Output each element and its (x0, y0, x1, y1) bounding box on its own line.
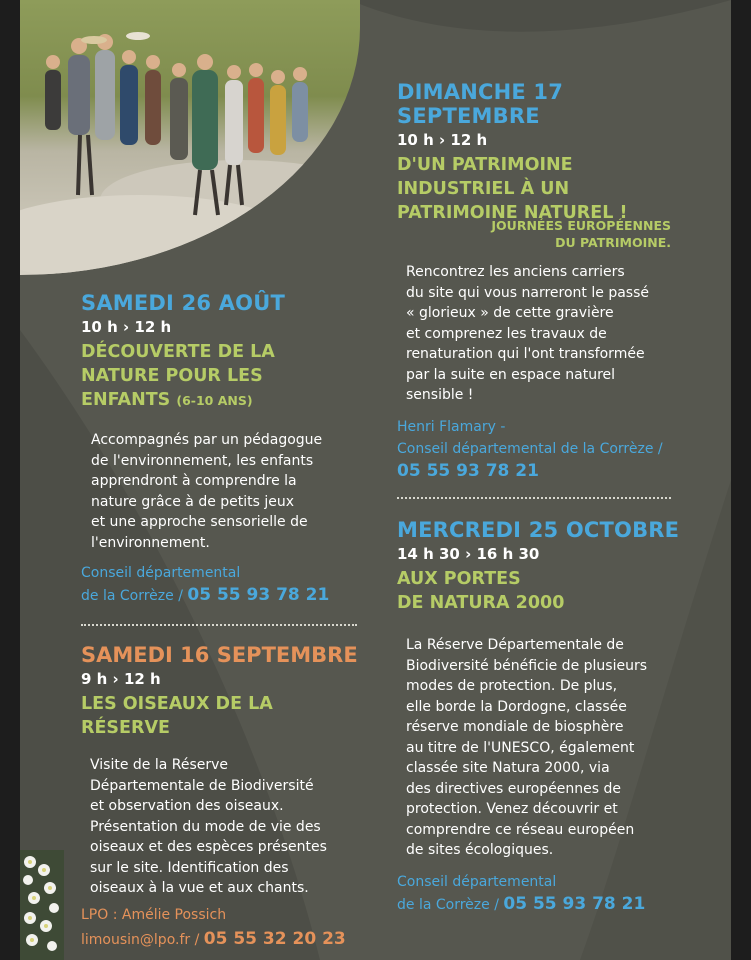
event-date: SAMEDI 26 AOÛT (81, 291, 285, 315)
dotted-divider (397, 497, 671, 499)
event-description: Accompagnés par un pédagogue de l'environnement, les enfants apprendront à comprendre la nature grâce à de petits jeux et une approche sensorielle de l'environnement. (91, 432, 323, 551)
event-title: LES OISEAUX DE LA RÉSERVE (81, 694, 273, 738)
event-time: 9 h › 12 h (81, 670, 161, 688)
hikers-photo (20, 0, 360, 275)
event-contact: Henri Flamary - Conseil départemental de la Corrèze / 05 55 93 78 21 (397, 416, 707, 482)
event-mercredi-25-octobre (397, 518, 697, 615)
event-time: 14 h 30 › 16 h 30 (397, 545, 540, 563)
event-subtitle: JOURNÉES EUROPÉENNES DU PATRIMOINE. (491, 218, 671, 250)
event-contact: Conseil départemental de la Corrèze / 05 55 93 78 21 (81, 565, 330, 605)
phone-number[interactable]: 05 55 93 78 21 (187, 585, 330, 605)
event-date: DIMANCHE 17 SEPTEMBRE (397, 80, 564, 128)
event-samedi-26-aout (81, 291, 371, 413)
event-poster (20, 0, 731, 960)
flower-decoration (20, 850, 64, 960)
phone-number[interactable]: 05 55 93 78 21 (397, 461, 539, 481)
event-title: DÉCOUVERTE DE LA NATURE POUR LES ENFANTS (6-10 ANS) (81, 342, 275, 410)
event-title: AUX PORTES DE NATURA 2000 (397, 569, 565, 613)
event-description: La Réserve Départementale de Biodiversité bénéficie de plusieurs modes de protection. De plus, elle borde la Dordogne, classée réserve mondiale de biosphère au titre de l'UNESCO, également classée site Natura 2000, via des directives européennes de protection. Venez découvrir et comprendre ce réseau européen de sites écologiques. (406, 637, 648, 858)
phone-number[interactable]: 05 55 32 20 23 (203, 929, 346, 949)
event-time: 10 h › 12 h (397, 131, 488, 149)
dotted-divider (81, 624, 357, 626)
event-date: SAMEDI 16 SEPTEMBRE (81, 643, 358, 667)
event-title: D'UN PATRIMOINE INDUSTRIEL À UN PATRIMOINE NATUREL ! (397, 155, 628, 223)
email-link[interactable]: limousin@lpo.fr / (81, 932, 200, 948)
event-description: Visite de la Réserve Départementale de Biodiversité et observation des oiseaux. Présentation du mode de vie des oiseaux et des espèces présentes sur le site. Identification des oiseaux à la vue et aux chants. (90, 757, 327, 896)
event-dimanche-17-septembre (397, 80, 697, 225)
event-samedi-16-septembre (81, 643, 371, 740)
event-date: MERCREDI 25 OCTOBRE (397, 518, 680, 542)
phone-number[interactable]: 05 55 93 78 21 (503, 894, 646, 914)
event-contact: LPO : Amélie Possich limousin@lpo.fr / 05 55 32 20 23 (81, 907, 346, 949)
event-description: Rencontrez les anciens carriers du site qui vous narreront le passé « glorieux » de cette gravière et comprenez les travaux de renaturation qui l'ont transformée par la suite en espace naturel sensible ! (406, 264, 649, 403)
event-time: 10 h › 12 h (81, 318, 172, 336)
event-contact: Conseil départemental de la Corrèze / 05 55 93 78 21 (397, 874, 646, 914)
